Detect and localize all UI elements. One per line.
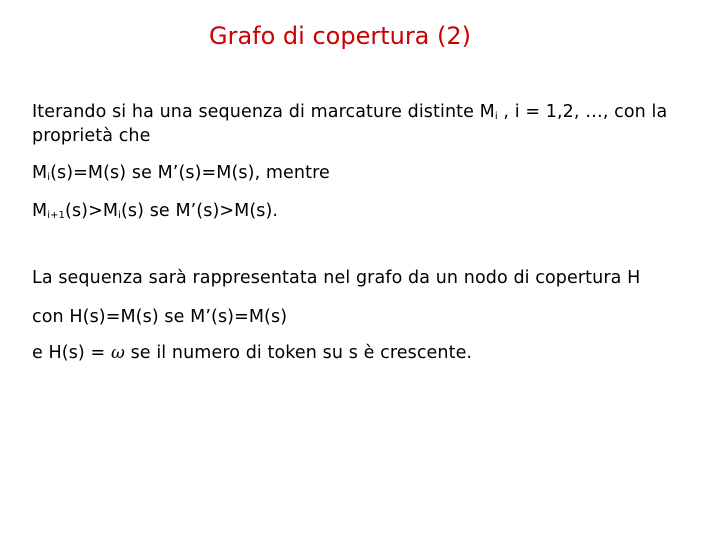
- text-segment: M: [32, 163, 48, 183]
- paragraph-line-2: proprietà che: [32, 126, 151, 146]
- text-segment: (s) se M’(s)>M(s).: [120, 201, 279, 221]
- text-segment: , i = 1,2, …, con la: [497, 102, 668, 122]
- paragraph2-line-1: La sequenza sarà rappresentata nel grafo da un nodo di copertura H: [32, 268, 641, 288]
- rule-line-1: [32, 161, 330, 190]
- subscript: i: [47, 172, 51, 183]
- text-segment: (s)>M: [65, 201, 119, 221]
- text-segment: (s)=M(s) se M’(s)=M(s), mentre: [50, 163, 330, 183]
- omega-symbol: ω: [110, 343, 125, 363]
- text-segment: Iterando si ha una sequenza di marcature distinte M: [32, 102, 495, 122]
- subscript: i: [118, 210, 121, 221]
- text-segment: se il numero di token su s è crescente.: [124, 343, 473, 363]
- rule-line-2: [32, 199, 278, 228]
- paragraph2-line-3: [32, 341, 472, 365]
- subscript: i+1: [47, 210, 66, 221]
- slide-title: Grafo di copertura (2): [208, 22, 472, 50]
- text-segment: M: [32, 201, 48, 221]
- paragraph2-line-2: con H(s)=M(s) se M’(s)=M(s): [32, 307, 288, 327]
- text-segment: e H(s) =: [32, 343, 111, 363]
- subscript: i: [494, 111, 498, 122]
